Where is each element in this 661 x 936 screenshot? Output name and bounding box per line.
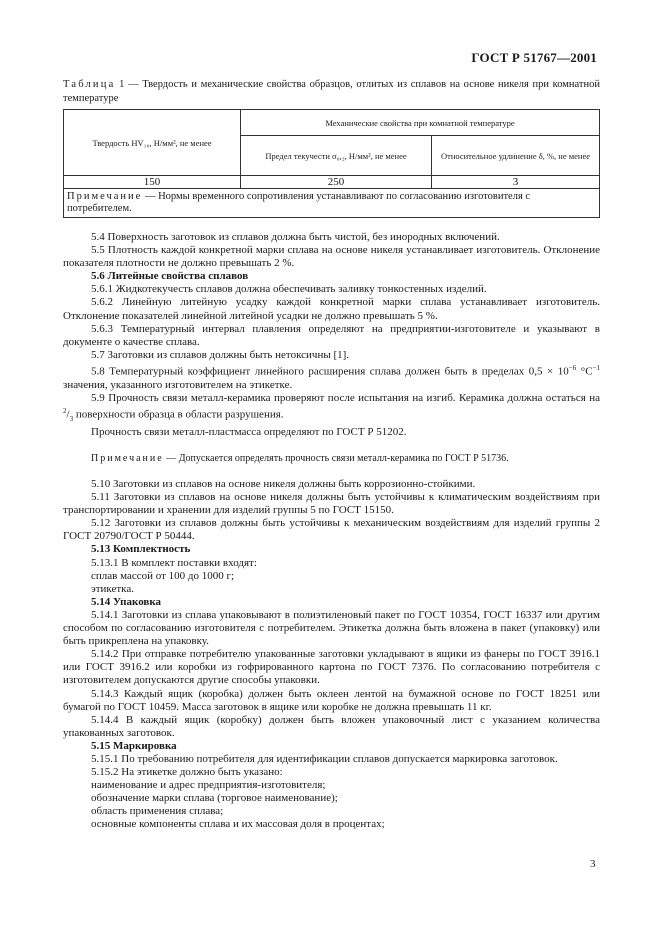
- clause-5-11: 5.11 Заготовки из сплавов на основе никеля должны быть устойчивы к климатическим воздействиям при транспортировании и хранении для изделий группы 5 по ГОСТ 15150.: [63, 491, 600, 517]
- clause-5-6-3: 5.6.3 Температурный интервал плавления определяют на предприятии-изготовителе и указывают в документе о качестве сплава.: [63, 322, 600, 348]
- clause-5-15-1: 5.15.1 По требованию потребителя для идентификации сплавов допускается маркировка заготовок.: [91, 752, 558, 765]
- clause-5-9-plastic: Прочность связи металл-пластмасса определяют по ГОСТ Р 51202.: [91, 425, 407, 438]
- clause-5-15-2-item-1: наименование и адрес предприятия-изготовителя;: [91, 779, 326, 792]
- note-5-9-label: Примечание: [91, 452, 164, 464]
- header-hardness: Твердость HV₁₀, Н/мм², не менее: [64, 110, 241, 176]
- clause-5-7: 5.7 Заготовки из сплавов должны быть нетоксичны [1].: [91, 348, 350, 361]
- spacer: [63, 439, 600, 452]
- clause-5-9: 5.9 Прочность связи металл-керамика проверяют после испытания на изгиб. Керамика должна остаться на $^2/_3$ поверхности образца в области разрушения.: [63, 391, 600, 423]
- note-5-9-text: — Допускается определять прочность связи металл-керамика по ГОСТ Р 51736.: [163, 452, 509, 464]
- document-body: [63, 231, 600, 832]
- note-5-9: [63, 452, 600, 465]
- table-note: [64, 189, 600, 218]
- value-hardness: 150: [64, 176, 241, 189]
- clause-5-4: 5.4 Поверхность заготовок из сплавов должна быть чистой, без инородных включений.: [91, 231, 500, 243]
- clause-5-14-2: 5.14.2 При отправке потребителю упакованные заготовки укладывают в ящики из фанеры по ГОСТ 3916.1 или ГОСТ 3916.2 или коробки из гофрированного картона по ГОСТ 7376. По согласованию потребителя с изготовителем допускаются другие способы упаковки.: [63, 648, 600, 687]
- clause-5-15-2: 5.15.2 На этикетке должно быть указано:: [91, 766, 283, 779]
- clause-5-8: [63, 362, 600, 392]
- heading-5-15: 5.15 Маркировка: [91, 739, 177, 752]
- table-note-text: — Нормы временного сопротивления устанавливают по согласованию изготовителя с потребителем.: [67, 191, 531, 214]
- clause-5-13-1-item-1: сплав массой от 100 до 1000 г;: [91, 569, 235, 582]
- header-yield: Предел текучести σ₀,₂, Н/мм², не менее: [241, 136, 432, 176]
- clause-5-14-3: 5.14.3 Каждый ящик (коробка) должен быть оклеен лентой на бумажной основе по ГОСТ 18251 или бумагой по ГОСТ 10459. Масса заготовок в ящике или коробке не должна превышать 11 кг.: [63, 687, 600, 713]
- clause-5-12: 5.12 Заготовки из сплавов должны быть устойчивы к механическим воздействиям для изделий группы 2 ГОСТ 20790/ГОСТ Р 50444.: [63, 517, 600, 543]
- clause-5-13-1: 5.13.1 В комплект поставки входят:: [91, 556, 257, 569]
- clause-5-8-unit-exponent: −1: [592, 363, 600, 372]
- clause-5-8-unit: °C: [576, 365, 593, 378]
- clause-5-14-1: 5.14.1 Заготовки из сплава упаковывают в полиэтиленовый пакет по ГОСТ 10354, ГОСТ 16337 или другим способом по согласованию изготовителя с потребителем. Этикетка должна быть вложена в пакет (упаковку) или быть прикреплена на упаковку.: [63, 608, 600, 648]
- clause-5-15-2-item-3: область применения сплава;: [91, 805, 224, 818]
- heading-5-14: 5.14 Упаковка: [91, 595, 162, 608]
- clause-5-15-2-item-2: обозначение марки сплава (торговое наименование);: [91, 792, 338, 805]
- header-mech-group: Механические свойства при комнатной температуре: [241, 110, 600, 136]
- clause-5-14-4: 5.14.4 В каждый ящик (коробку) должен быть вложен упаковочный лист с указанием количества упакованных заготовок.: [63, 713, 600, 739]
- clause-5-10: 5.10 Заготовки из сплавов на основе никеля должны быть коррозионно-стойкими.: [91, 478, 476, 490]
- spacer: [63, 465, 600, 478]
- page-number: 3: [590, 858, 596, 870]
- header-elongation: Относительное удлинение δ, %, не менее: [432, 136, 600, 176]
- value-elongation: 3: [432, 176, 600, 189]
- mechanical-properties-table: [63, 109, 600, 218]
- clause-5-8-text-b: значения, указанного изготовителем на этикетке.: [63, 378, 293, 391]
- clause-5-8-exponent: −6: [568, 363, 577, 372]
- table-note-label: Примечание: [67, 191, 143, 202]
- fraction-numerator: 2: [63, 406, 67, 415]
- clause-5-9-text-b: поверхности образца в области разрушения.: [73, 408, 284, 421]
- standard-header: ГОСТ Р 51767—2001: [471, 50, 597, 65]
- clause-5-6-1: 5.6.1 Жидкотекучесть сплавов должна обеспечивать заливку тонкостенных изделий.: [91, 283, 487, 296]
- fraction-denominator: 3: [69, 414, 74, 423]
- clause-5-13-1-item-2: этикетка.: [91, 582, 134, 595]
- clause-5-6-2: 5.6.2 Линейную литейную усадку каждой конкретной марки сплава устанавливает изготовитель. Отклонение показателей линейной литейной усадки не должно превышать 5 %.: [63, 296, 600, 322]
- clause-5-8-text-a: 5.8 Температурный коэффициент линейного расширения сплава должен быть в пределах 0,5 × 10: [91, 365, 569, 378]
- table-caption: [63, 78, 600, 106]
- clause-5-15-2-item-4: основные компоненты сплава и их массовая доля в процентах;: [91, 818, 385, 831]
- table-caption-label: Таблица: [63, 79, 116, 90]
- value-yield: 250: [241, 176, 432, 189]
- clause-5-5: 5.5 Плотность каждой конкретной марки сплава на основе никеля устанавливает изготовитель. Отклонение показателя плотности не должно превышать 2 %.: [63, 244, 600, 270]
- clause-5-9-text-a: 5.9 Прочность связи металл-керамика проверяют после испытания на изгиб. Керамика должна остаться на: [91, 391, 600, 404]
- heading-5-6: 5.6 Литейные свойства сплавов: [91, 270, 249, 283]
- heading-5-13: 5.13 Комплектность: [91, 543, 191, 556]
- table-caption-text: 1 — Твердость и механические свойства образцов, отлитых из сплавов на основе никеля при комнатной температуре: [63, 79, 600, 104]
